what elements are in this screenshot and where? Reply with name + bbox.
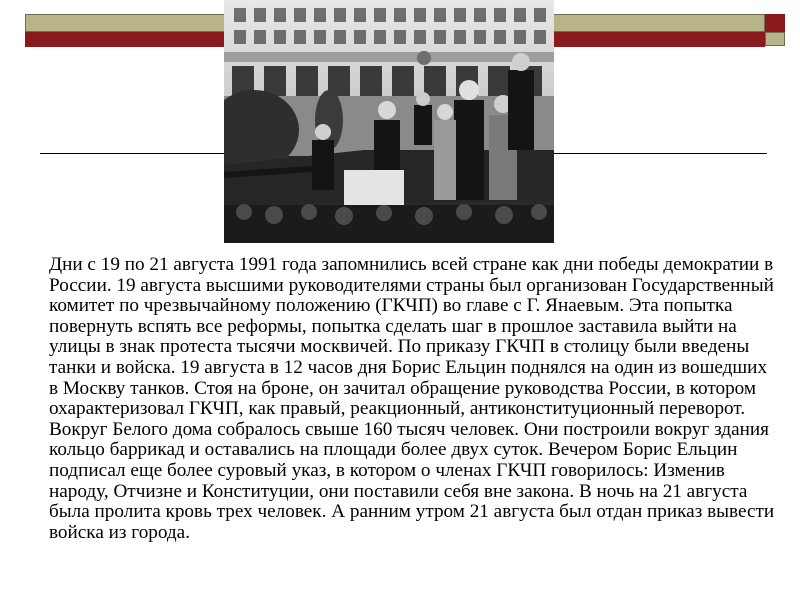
header-band-olive-left (25, 14, 230, 32)
body-paragraph: Дни с 19 по 21 августа 1991 года запомнились всей стране как дни победы демократии в России. 19 августа высшими руководителями страны был организован Государственный комитет по чрезвычайному положению (ГКЧП) во главе с Г. Янаевым. Эта попытка повернуть вспять все реформы, попытка сделать шаг в прошлое заставила выйти на улицы в знак протеста тысячи москвичей. По приказу ГКЧП в столицу были введены танки и войска. 19 августа в 12 часов дня Борис Ельцин поднялся на один из вошедших в Москву танков. Стоя на броне, он зачитал обращение руководства России, в котором охарактеризовал ГКЧП, как правый, реакционный, антиконституционный переворот. Вокруг Белого дома собралось свыше 160 тысяч человек. Они построили вокруг здания кольцо баррикад и оставались на площади более двух суток. Вечером Борис Ельцин подписал еще более суровый указ, в котором о членах ГКЧП говорилось: Изменив народу, Отчизне и Конституции, они поставили себя вне закона. В ночь на 21 августа была пролита кровь трех человек. А ранним утром 21 августа был отдан приказ вывести войска из города. (49, 254, 775, 543)
divider-right (550, 153, 767, 154)
corner-square-olive (765, 32, 785, 46)
historical-photo (224, 0, 554, 243)
divider-left (40, 153, 230, 154)
header-band-red-right (550, 32, 765, 47)
corner-square-red (765, 14, 785, 32)
header-band-olive-right (550, 14, 765, 32)
photo-illustration (224, 0, 554, 243)
header-band-red-left (25, 32, 230, 47)
